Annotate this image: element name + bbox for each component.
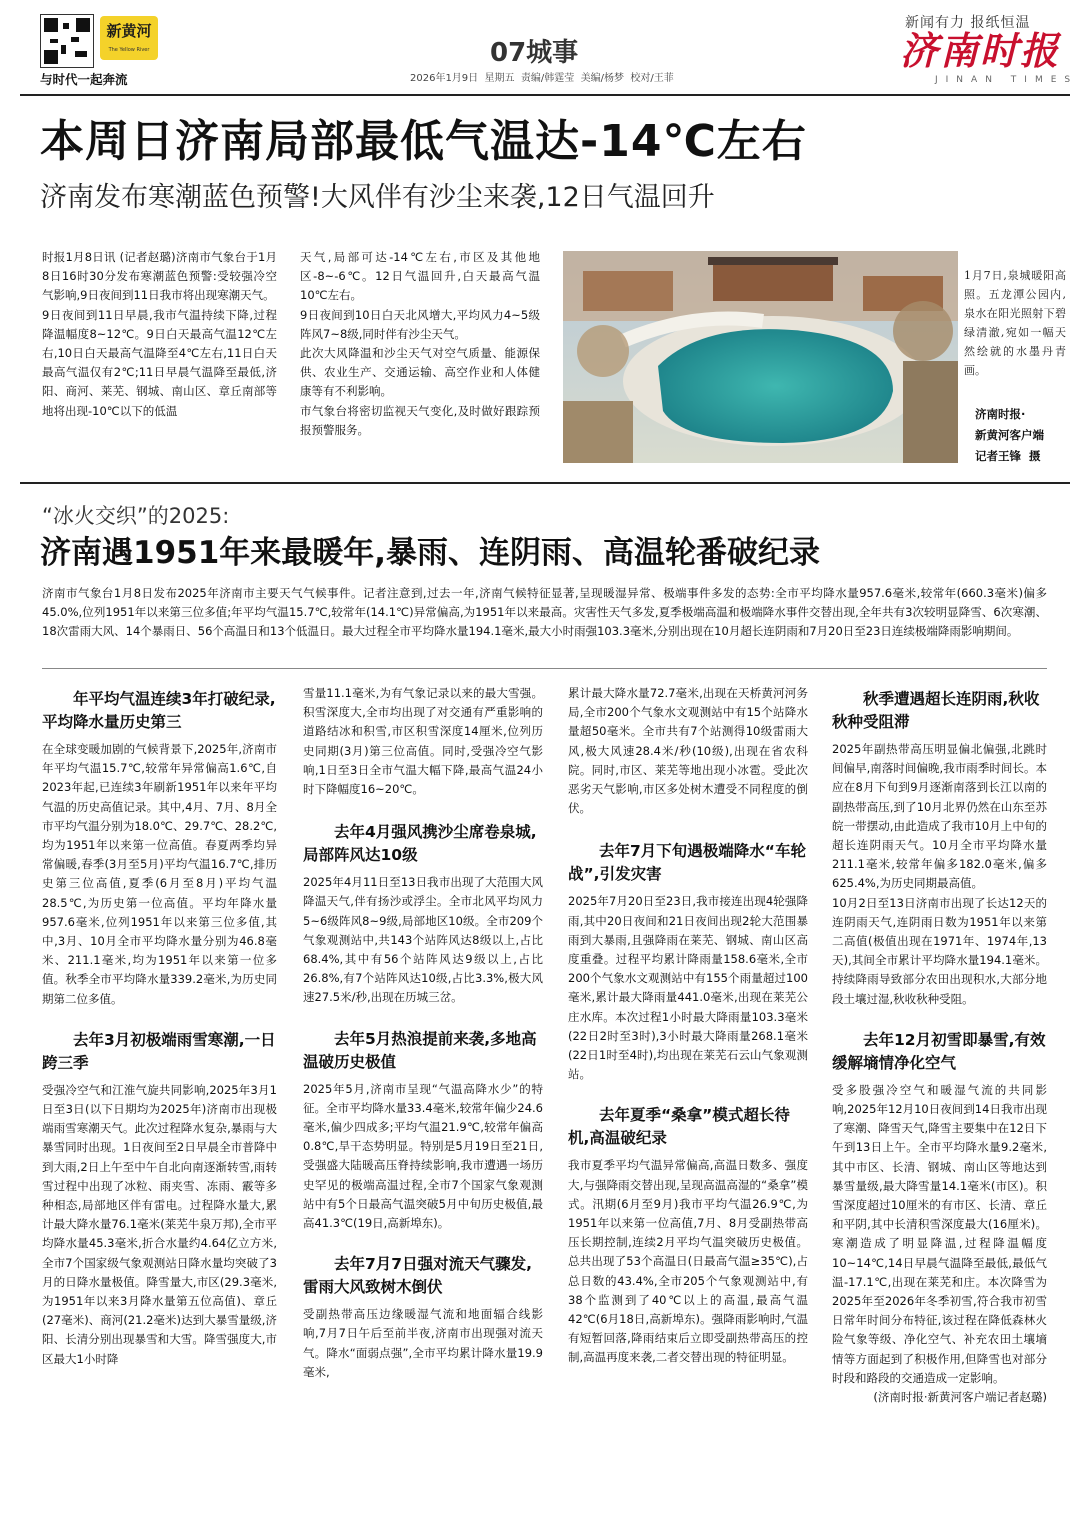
masthead-rule [20,94,1070,96]
para-april-wind: 2025年4月11日至13日我市出现了大范围大风降温天气,伴有扬沙或浮尘。全市北风平均风力5~6级阵风8~9级,局部地区10级。全市209个气象观测站中,共143个站阵风达8级以上,占比68.4%,其中有56个站阵风达9级以上,占比26.8%,有7个站阵风达10级,占比3.3%,极大风速27.5米/秒,出现在历城三岔。 [303,875,543,1005]
photo-credit-line-2: 新黄河客户端 [975,428,1044,442]
qr-code[interactable] [40,14,94,68]
subhead-july7-storm: 去年7月7日强对流天气骤发,雷雨大风致树木倒伏 [303,1255,532,1297]
story-divider [20,482,1070,484]
story2-column-1 [42,688,277,1369]
para-march-snow: 雪量11.1毫米,为有气象记录以来的最大雪强。积雪深度大,全市均出现了对交通有严重影响的道路结冰和积雪,市区积雪深度14厘米,位列历史同期(3月)第三位高值。同时,受强冷空气影响,1日至3日全市气温大幅下降,最高气温24小时下降幅度16~20℃。 [303,686,543,797]
lead-divider [42,668,1047,669]
para-july7-hail: 累计最大降水量72.7毫米,出现在天桥黄河河务局,全市200个气象水文观测站中有15个站降水量超50毫米。全市共有7个站测得10级雷雨大风,极大风速28.4米/秒(10级),出现在省农科院。同时,市区、莱芜等地出现小冰雹。受此次恶劣天气影响,市区多处树木遭受不同程度的倒伏。 [568,686,808,816]
story2-column-4 [832,688,1047,1407]
photo-caption: 1月7日,泉城暖阳高照。五龙潭公园内,泉水在阳光照射下碧绿清澈,宛如一幅天然绘就的水墨丹青画。 [964,269,1066,377]
story1-col2: 天气,局部可达-14℃左右,市区及其他地区-8~-6℃。12日气温回升,白天最高气温10℃左右。 9日夜间到10日白天北风增大,平均风力4~5级阵风7~8级,同时伴有沙尘天气。 此次大风降温和沙尘天气对空气质量、能源保供、农业生产、交通运输、高空作业和人体健康等有不利影响。 市气象台将密切监视天气变化,及时做好跟踪预报预警服务。 [300,250,540,437]
subhead-autumn-rain: 秋季遭遇超长连阴雨,秋收秋种受阻滞 [832,690,1040,731]
right-slogan: 新闻有力 报纸恒温 [905,15,1031,31]
jinan-times-logo-text: 济南时报 [900,28,1061,73]
story2-column-3 [568,684,808,1368]
headline-1: 本周日济南局部最低气温达-14℃左右 [40,116,807,167]
dateline: 2026年1月9日 星期五 责编/韩霆莹 美编/杨梦 校对/王菲 [410,73,674,84]
photo-credit-line-3: 记者王锋 摄 [975,449,1041,463]
para-december-snow: 受多股强冷空气和暖湿气流的共同影响,2025年12月10日夜间到14日我市出现了寒潮、降雪天气,降雪主要集中在12日下午到13日上午。全市平均降水量9.2毫米,其中市区、长清、钢城、南山区等地达到暴雪量级,最大降雪量14.1毫米(市区)。积雪深度超过10厘米的有市区、长清、章丘和平阴,其中长清积雪深度最大(16厘米)。寒潮造成了明显降温,过程降温幅度10~14℃,14日早晨气温降至最低,最低气温-17.1℃,出现在莱芜和庄。本次降雪为2025年至2026年冬季初雪,符合我市初雪日常年时间分布特征,该过程在降低森林火险气象等级、净化空气、补充农田土壤墒情等方面起到了积极作用,但降雪也对部分时段和路段的交通造成一定影响。 [832,1082,1047,1385]
subhead-april-wind: 去年4月强风携沙尘席卷泉城,局部阵风达10级 [303,823,537,865]
para-july-rain: 2025年7月20日至23日,我市接连出现4轮强降雨,其中20日夜间和21日夜间出现2轮大范围暴雨到大暴雨,且强降雨在莱芜、钢城、南山区高度重叠。过程平均累计降雨量158.6毫米,全市200个气象水文观测站中有155个雨量超过100毫米,累计最大降雨量441.0毫米,出现在莱芜公庄水库。本次过程1小时最大降雨量103.3毫米(22日2时至3时),3小时最大降雨量268.1毫米(22日1时至4时),均出现在莱芜石云山气象观测站。 [568,894,808,1082]
para-march-storm: 受强冷空气和江淮气旋共同影响,2025年3月1日至3日(以下日期均为2025年)济南市出现极端雨雪寒潮天气。此次过程降水复杂,暴雨与大暴雪同时出现。1日夜间至2日早晨全市普降中到大雨,2日上午至中午自北向南逐渐转雪,雨转雪过程中出现了冰粒、雨夹雪、冻雨、霰等多种相态,局部地区伴有雷电。过程降水量大,累计最大降水量76.1毫米(莱芜牛泉万邦),全市平均降水量45.3毫米,折合水量约4.64亿立方米,全市7个国家级气象观测站日降水量均突破了3月的日降水量极值。降雪量大,市区(29.3毫米,为1951年以来3月降水量第五位高值)、章丘(27毫米)、商河(21.2毫米)达到大暴雪量级,济阳、长清分别出现暴雪和大雪。降雪强度大,市区最大1小时降 [42,1082,277,1366]
photo-credit [975,404,1067,467]
para-autumn-rain: 2025年副热带高压明显偏北偏强,北跳时间偏早,南落时间偏晚,我市雨季时间长。本应在8月下旬到9月逐渐南落到长江以南的副热带高压,到了10月北界仍然在山东至苏皖一带摆动,由此造成了我市10月上中旬的超长连阴雨天气。10月全市平均降水量211.1毫米,较常年偏多182.0毫米,偏多625.4%,为历史同期最高值。 10月2日至13日济南市出现了长达12天的连阴雨天气,连阴雨日数为1951年以来第二高值(极值出现在1971年、1974年,13天),其间全市累计平均降水量194.1毫米。持续降雨导致部分农田出现积水,大部分地段土壤过湿,秋收秋种受阻。 [832,742,1047,1006]
headline-2: 济南遇1951年来最暖年,暴雨、连阴雨、高温轮番破纪录 [40,535,821,571]
subhead-annual-temp: 年平均气温连续3年打破纪录,平均降水量历史第三 [42,690,276,731]
para-july7-storm: 受副热带高压边缘暖湿气流和地面辐合线影响,7月7日午后至前半夜,济南市出现强对流天气。降水“面弱点强”,全市平均累计降水量19.9毫米, [303,1307,543,1379]
byline: (济南时报·新黄河客户端记者赵璐) [873,1390,1047,1405]
xinhuanghe-logo-sub: The Yellow River [108,47,150,53]
left-slogan: 与时代一起奔流 [40,72,128,87]
section-title: 07城事 [490,38,579,68]
subhead-december-snow: 去年12月初雪即暴雪,有效缓解墒情净化空气 [832,1030,1046,1072]
photo-credit-line-1: 济南时报· [975,407,1026,421]
subhead-may-heat: 去年5月热浪提前来袭,多地高温破历史极值 [303,1029,537,1071]
xinhuanghe-logo [100,16,158,60]
subhead-march-storm: 去年3月初极端雨雪寒潮,一日跨三季 [42,1030,276,1072]
kicker-2: “冰火交织”的2025: [42,504,230,528]
xinhuanghe-logo-text: 新黄河 [106,22,152,40]
story2-column-2 [303,684,543,1382]
jinan-times-logo-en: JINAN TIMES [935,75,1079,85]
story1-col1: 时报1月8日讯 (记者赵璐)济南市气象台于1月8日16时30分发布寒潮蓝色预警:受较强冷空气影响,9日夜间到11日我市将出现寒潮天气。 9日夜间到11日早晨,我市气温持续下降,过程降温幅度8~12℃。9日白天最高气温12℃左右,10日白天最高气温降至4℃左右,11日白天最高气温仅有2℃;11日早晨气温降至最低,济阳、商河、莱芜、钢城、南山区、章丘南部等地将出现-10℃以下的低温 [42,250,277,418]
photo-illustration [563,251,958,463]
para-summer-heat: 我市夏季平均气温异常偏高,高温日数多、强度大,与强降雨交替出现,呈现高温高湿的“桑拿”模式。汛期(6月至9月)我市平均气温26.9℃,为1951年以来第一位高值,7月、8月受副热带高压长期控制,连续2月平均气温突破历史极值。总共出现了53个高温日(日最高气温≥35℃),占总日数的43.4%,全市205个气象观测站中,有38个监测到了40℃以上的高温,最高气温42℃(6月18日,高新埠东)。强降雨影响时,气温有短暂回落,降雨结束后立即受副热带高压的控制,高温再度来袭,二者交替出现的特征明显。 [568,1158,808,1365]
story2-lead: 济南市气象台1月8日发布2025年济南市主要天气气候事件。记者注意到,过去一年,济南气候特征显著,呈现暖湿异常、极端事件多发的态势:全市平均降水量957.6毫米,较常年(660.3毫米)偏多45.0%,位列1951年以来第三位多值;年平均气温15.7℃,较常年(14.1℃)异常偏高,为1951年以来最高。灾害性天气多发,夏季极端高温和极端降水事件交替出现,全年共有3次较明显降雪、6次寒潮、18次雷雨大风、14个暴雨日、56个高温日和13个低温日。最大过程全市平均降水量194.1毫米,最大小时雨强103.3毫米,分别出现在10月超长连阴雨和7月20日至23日连续极端降雨影响期间。 [42,586,1047,639]
subhead-1: 济南发布寒潮蓝色预警!大风伴有沙尘来袭,12日气温回升 [40,182,715,213]
subhead-july-rain: 去年7月下旬遇极端降水“车轮战”,引发灾害 [568,842,806,884]
jinan-times-logo [900,30,1070,72]
wulongtan-photo[interactable] [563,251,958,463]
subhead-summer-heat: 去年夏季“桑拿”模式超长待机,高温破纪录 [568,1106,790,1148]
para-annual-temp: 在全球变暖加剧的气候背景下,2025年,济南市年平均气温15.7℃,较常年异常偏高1.6℃,自2023年起,已连续3年刷新1951年以来年平均气温的历史高值记录。其中,4月、7月、8月全市平均气温分别为18.0℃、29.7℃、28.2℃,均为1951年以来第一位高值。春夏两季均异常偏暖,春季(3月至5月)平均气温16.7℃,排历史第三位高值,夏季(6月至8月)平均气温28.5℃,为历史第一位高值。平均年降水量957.6毫米,位列1951年以来第三位多值,其中,3月、10月全市平均降水量分别为46.8毫米、211.1毫米,均为1951年以来第一位多值。秋季全市平均降水量339.2毫米,为历史同期第二位多值。 [42,742,277,1006]
para-may-heat: 2025年5月,济南市呈现“气温高降水少”的特征。全市平均降水量33.4毫米,较常年偏少24.6毫米,偏少四成多;平均气温21.9℃,较常年偏高0.8℃,旱干态势明显。特别是5月19日至21日,受强盛大陆暖高压脊持续影响,我市遭遇一场历史罕见的极端高温过程,全市7个国家气象观测站中有5个日最高气温突破5月中旬历史极值,最高41.3℃(19日,高新埠东)。 [303,1081,543,1231]
